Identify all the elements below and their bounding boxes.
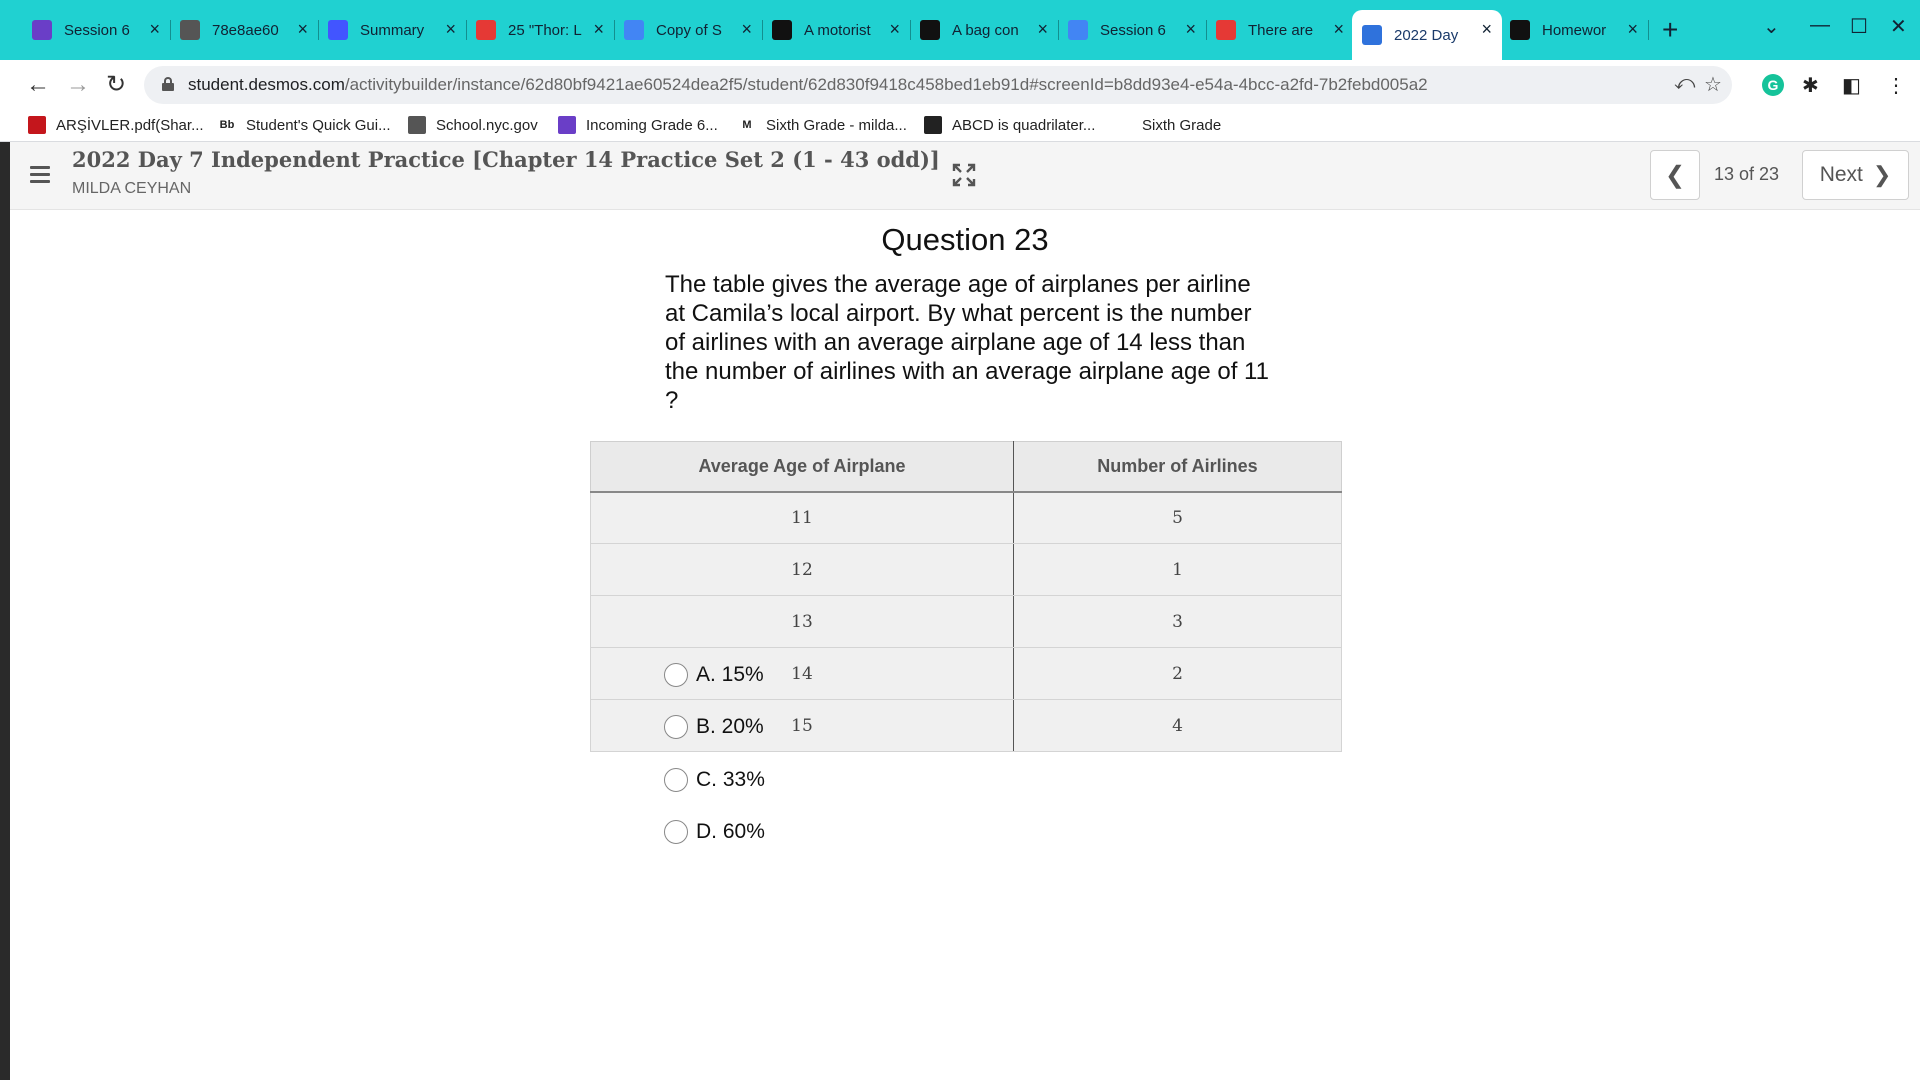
quora-icon [1216,20,1236,40]
tab-title: Homewor [1542,21,1607,39]
choice-label: D. 60% [696,820,765,843]
bookmark-item[interactable] [1114,116,1221,134]
close-window-icon[interactable]: ✕ [1890,16,1907,38]
next-screen-button[interactable] [1802,150,1909,200]
radio-button[interactable] [664,768,688,792]
choice-label: C. 33% [696,768,765,791]
browser-tab[interactable] [614,10,762,50]
bookmark-item[interactable] [218,116,391,134]
desmos-icon [1362,25,1382,45]
tab-title: Summary [360,21,425,39]
back-arrow-icon[interactable]: ← [26,71,50,98]
side-panel-icon[interactable]: ◧ [1842,75,1861,97]
gmail-icon: M [738,116,756,134]
bookmark-item[interactable] [738,116,907,134]
table-cell: 12 [591,544,1014,596]
bookmark-label: Sixth Grade - milda... [766,116,907,134]
question-heading: Question 23 [881,222,1049,257]
answer-choice[interactable] [664,715,764,739]
table-cell: 5 [1013,492,1341,544]
tab-title: 25 "Thor: L [508,21,582,39]
browser-toolbar [0,60,1920,110]
browser-menu-icon[interactable]: ⋮ [1886,75,1906,97]
browser-tab[interactable] [466,10,614,50]
bookmark-label: ABCD is quadrilater... [952,116,1096,134]
browser-tab-strip [0,0,1920,60]
browser-tab[interactable] [762,10,910,50]
address-bar[interactable] [144,66,1732,104]
question-text: The table gives the average age of airplanes per airline at Camila’s local airport. By what percent is the number of airlines with an average airplane age of 14 less than the number of airlines with an average airplane age of 11 ? [665,271,1269,414]
close-tab-icon[interactable]: × [741,19,752,39]
tab-title: 78e8ae60 [212,21,279,39]
table-cell: 3 [1013,596,1341,648]
data-table [590,441,1342,752]
browser-tab[interactable] [1058,10,1206,50]
answer-choice[interactable] [664,768,765,792]
chevron-right-icon: ❯ [1872,162,1892,187]
bookmark-star-icon[interactable]: ☆ [1704,74,1722,96]
browser-tab[interactable] [1500,10,1648,50]
close-tab-icon[interactable]: × [593,19,604,39]
close-tab-icon[interactable]: × [445,19,456,39]
forward-arrow-icon[interactable]: → [66,71,90,98]
list-icon [558,116,576,134]
bookmark-label: ARŞİVLER.pdf(Shar... [56,116,204,134]
table-header-row [591,442,1342,492]
bookmark-label: Student's Quick Gui... [246,116,391,134]
url-text[interactable]: student.desmos.com/activitybuilder/instance/62d80bf9421ae60524dea2f5/student/62d830f9418c458bed1eb91d#screenId=b8dd93e4-e54a-4bcc-a2fd-7b2febd005a2 [188,75,1428,94]
table-cell: 14 [591,648,1014,700]
answer-choice[interactable] [664,663,764,687]
radio-button[interactable] [664,663,688,687]
bookmark-item[interactable] [28,116,204,134]
quizlet-icon [328,20,348,40]
pdf-icon [28,116,46,134]
chevron-left-icon: ❮ [1664,161,1686,189]
bookmark-label: School.nyc.gov [436,116,538,134]
bookmark-label: Sixth Grade [1142,116,1222,134]
close-tab-icon[interactable]: × [1627,19,1638,39]
window-edge [0,142,10,1080]
student-name: MILDA CEYHAN [72,180,192,197]
hamburger-menu-icon[interactable] [30,166,50,184]
close-tab-icon[interactable]: × [1481,19,1492,39]
fullscreen-icon[interactable] [952,163,976,187]
browser-tab[interactable] [170,10,318,50]
previous-screen-button[interactable] [1650,150,1700,200]
extensions-puzzle-icon[interactable]: ✱ [1802,75,1819,97]
share-icon[interactable]: ⤺ [1674,72,1696,94]
table-cell: 1 [1013,544,1341,596]
table-cell: 13 [591,596,1014,648]
brainly-icon [920,20,940,40]
globe-icon [180,20,200,40]
bookmark-item[interactable] [408,116,538,134]
close-tab-icon[interactable]: × [149,19,160,39]
tab-title: Session 6 [1100,21,1166,39]
close-tab-icon[interactable]: × [297,19,308,39]
new-tab-button[interactable]: + [1662,14,1679,45]
browser-tab[interactable] [318,10,466,50]
table-row [591,596,1342,648]
choice-label: A. 15% [696,663,764,686]
bookmark-item[interactable] [558,116,718,134]
browser-tab[interactable] [22,10,170,50]
radio-button[interactable] [664,715,688,739]
close-tab-icon[interactable]: × [1185,19,1196,39]
table-row [591,544,1342,596]
activity-title: 2022 Day 7 Independent Practice [Chapter 14 Practice Set 2 (1 - 43 odd)] [72,147,940,172]
column-header: Number of Airlines [1013,442,1341,492]
table-cell: 4 [1013,700,1341,752]
globe-icon [924,116,942,134]
brainly-icon [772,20,792,40]
brainly-icon [1510,20,1530,40]
table-cell: 15 [591,700,1014,752]
minimize-icon[interactable]: — [1810,14,1830,36]
close-tab-icon[interactable]: × [1037,19,1048,39]
close-tab-icon[interactable]: × [1333,19,1344,39]
list-icon [32,20,52,40]
tab-title: 2022 Day [1394,26,1459,44]
desmos-activity [10,142,1920,1080]
bookmarks-bar [0,110,1920,142]
activity-header [10,142,1920,210]
folder-icon [408,116,426,134]
choice-label: B. 20% [696,715,764,738]
tab-search-chevron-icon[interactable]: ⌄ [1763,16,1780,38]
browser-tab[interactable] [1206,10,1354,50]
chart-icon [476,20,496,40]
answer-choice[interactable] [664,820,765,844]
bookmark-label: Incoming Grade 6... [586,116,718,134]
browser-tab[interactable] [910,10,1058,50]
classdojo-icon [1114,116,1132,134]
table-row [591,492,1342,544]
screen-indicator: 13 of 23 [1714,164,1780,184]
tab-title: Session 6 [64,21,130,39]
tab-title: Copy of S [656,21,722,39]
classroom-icon [1068,20,1088,40]
docs-icon [624,20,644,40]
maximize-icon[interactable]: ☐ [1850,16,1868,38]
table-cell: 11 [591,492,1014,544]
tab-separator [1648,20,1649,40]
blackboard-icon: Bb [218,116,236,134]
grammarly-icon[interactable]: G [1762,74,1784,96]
table-cell: 2 [1013,648,1341,700]
next-label: Next [1819,163,1863,186]
radio-button[interactable] [664,820,688,844]
tab-title: There are [1248,21,1314,39]
tab-title: A bag con [952,21,1019,39]
tab-title: A motorist [804,21,871,39]
browser-tab[interactable] [1352,10,1502,60]
bookmark-item[interactable] [924,116,1095,134]
reload-icon[interactable]: ↻ [106,71,127,98]
close-tab-icon[interactable]: × [889,19,900,39]
lock-icon[interactable] [162,77,174,91]
column-header: Average Age of Airplane [591,442,1014,492]
